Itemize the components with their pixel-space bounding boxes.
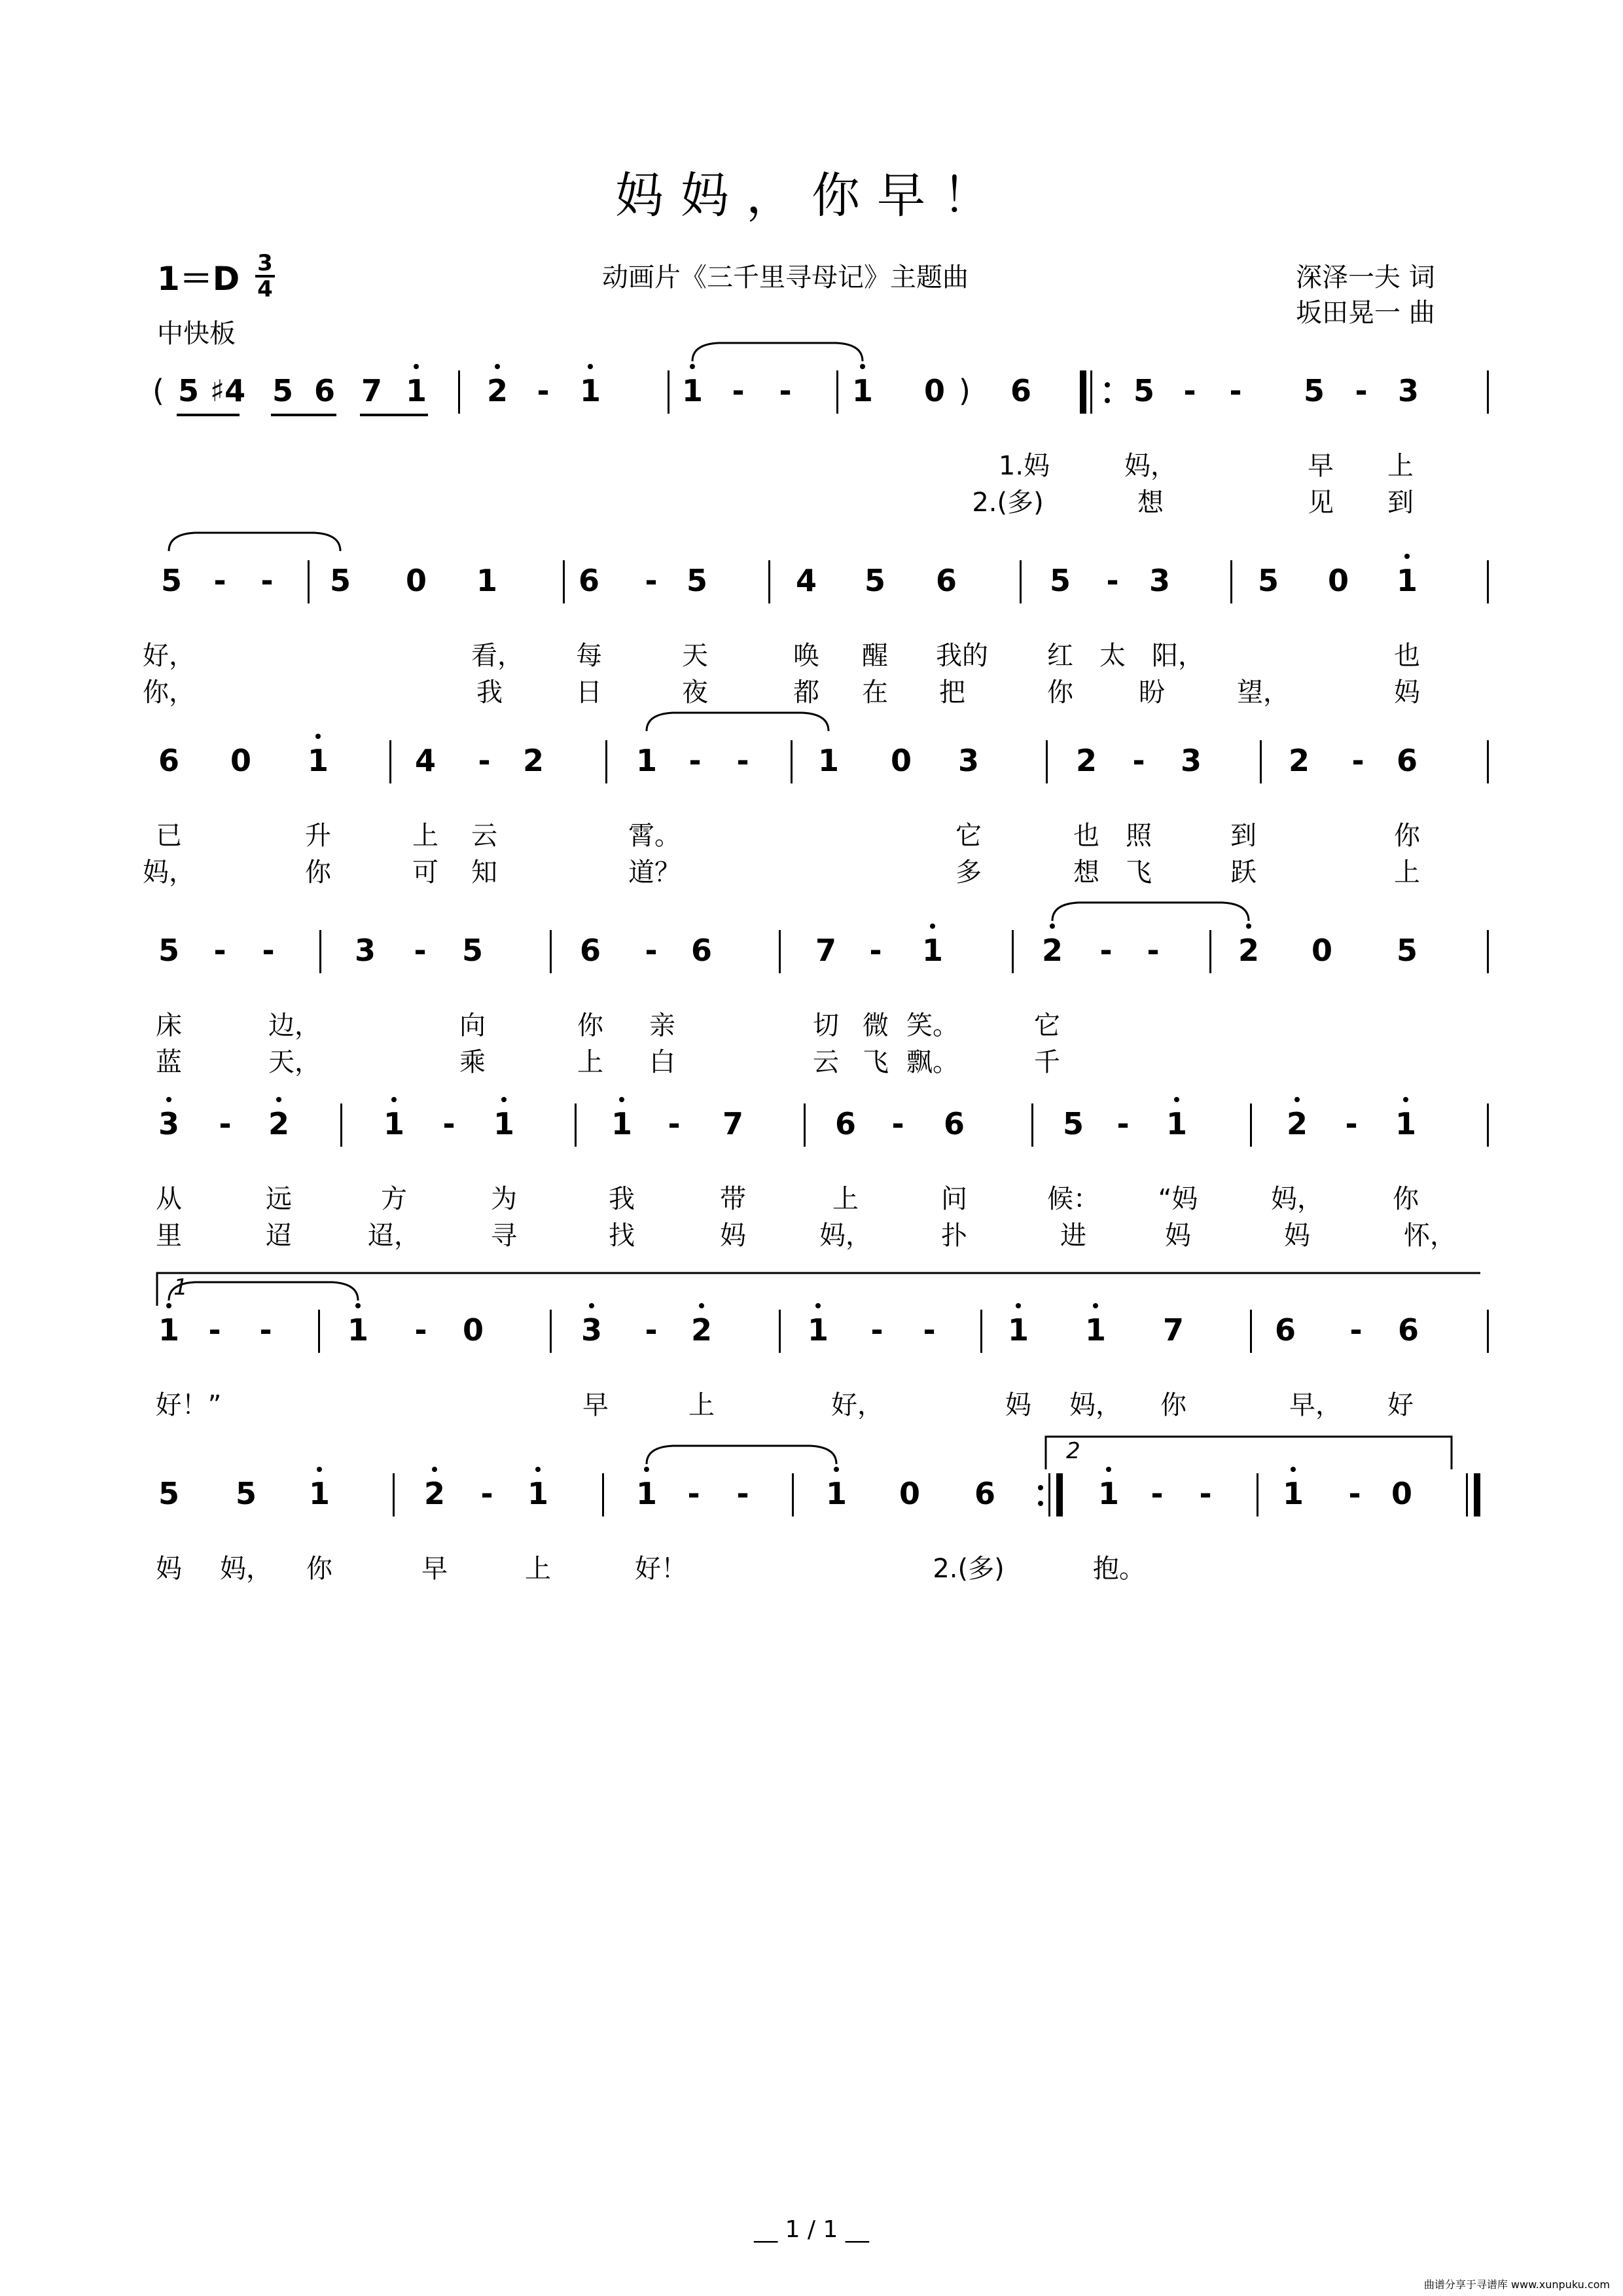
lyric-verse-2: 盼 [1139,677,1165,708]
slur [1052,903,1249,921]
dash-note: - [869,933,882,968]
note: 1 [635,743,658,778]
dash-note: - [736,743,749,778]
lyric-verse-2: 飞 [863,1047,889,1077]
dash-note: - [480,1476,493,1511]
note: 0 [899,1476,921,1511]
slur [169,1282,358,1300]
lyric-verse-2: 找 [609,1221,635,1251]
lyric-verse-2: 迢 [266,1221,292,1251]
lyric-verse-2: 乘 [459,1047,486,1077]
note: 6 [1397,1312,1419,1348]
note: 0 [462,1312,484,1348]
note: 7 [1162,1312,1185,1348]
lyric-verse-2: 想 [1137,488,1164,518]
lyric-verse-1: 好！” [155,1390,222,1420]
note: 5 [686,563,708,598]
lyric-verse-1: 上 [525,1554,551,1584]
note: 6 [313,373,336,408]
lyric-verse-1: 也 [1394,641,1420,671]
lyric-verse-2: 天， [268,1047,321,1077]
dash-note: - [262,933,275,968]
note: 2 [1288,743,1310,778]
lyric-verse-1: 床 [156,1011,182,1041]
tempo-marking: 中快板 [157,319,236,349]
song-title: 妈妈，你早！ [615,168,1008,224]
note: 5 [1396,933,1418,968]
note: 6 [690,933,713,968]
slur [647,713,829,731]
lyric-verse-1: 边， [268,1011,321,1041]
lyric-verse-2: 千 [1034,1047,1060,1077]
note: 0 [1327,563,1349,598]
lyric-verse-1: 红 [1047,641,1073,671]
slur [169,533,340,551]
note: 5 [1133,373,1155,408]
dash-note: - [687,1476,700,1511]
note: 2 [522,743,544,778]
lyric-verse-1: 我 [609,1184,635,1214]
dash-note: - [645,933,658,968]
dash-note: - [259,1312,272,1348]
lyric-verse-1: 亲 [649,1011,675,1041]
note: 2 [423,1476,446,1511]
note: 1 [347,1312,369,1348]
lyric-verse-1: 向 [459,1011,486,1041]
note: 3 [1149,563,1171,598]
lyric-verse-1: 1.妈 [998,451,1050,481]
lyric-verse-1: “妈 [1158,1184,1198,1214]
lyric-verse-1: 云 [471,821,497,851]
note: 1 [579,373,601,408]
note: 5 [1062,1106,1084,1141]
lyric-verse-2: 迢， [368,1221,420,1251]
note: 0 [1391,1476,1413,1511]
meter-denominator: 4 [257,276,273,302]
dash-note: - [1348,1476,1361,1511]
lyric-verse-1: 看， [471,641,524,671]
note: 1 [1084,1312,1107,1348]
dash-note: - [1116,1106,1130,1141]
lyric-verse-1: 妈 [156,1554,182,1584]
note: 1 [158,1312,180,1348]
note: 2 [268,1106,290,1141]
note: 6 [1010,373,1032,408]
lyric-verse-1: 也 [1073,821,1099,851]
lyric-verse-2: 道？ [628,857,681,888]
lyric-verse-1: 醒 [862,641,888,671]
note: 6 [158,743,180,778]
lyric-verse-2: 可 [412,857,438,888]
dash-note: - [260,563,274,598]
lyric-verse-1: 它 [1034,1011,1060,1041]
volta-bracket [1046,1437,1452,1469]
dash-note: - [537,373,550,408]
lyric-verse-2: 白 [649,1047,675,1077]
lyric-verse-2: 云 [813,1047,839,1077]
note: 3 [354,933,376,968]
lyric-verse-1: 妈， [1271,1184,1323,1214]
note: 5 [1049,563,1071,598]
lyric-verse-1: 抱。 [1093,1554,1145,1584]
lyric-verse-2: 在 [862,677,888,708]
dash-note: - [1099,933,1113,968]
slur [647,1446,836,1464]
lyric-verse-1: 上 [1387,451,1414,481]
lyric-verse-1: 问 [941,1184,967,1214]
note: 6 [935,563,957,598]
lyric-verse-1: 方 [381,1184,407,1214]
note: 5 [158,1476,180,1511]
lyric-verse-2: 怀， [1404,1221,1456,1251]
lyric-verse-1: 已 [156,821,182,851]
note: 6 [1396,743,1418,778]
note: 0 [1311,933,1333,968]
lyric-verse-2: 你 [1047,677,1073,708]
lyric-verse-2: 飞 [1126,857,1152,888]
lyric-verse-2: 妈 [720,1221,746,1251]
lyric-verse-1: 早 [582,1390,609,1420]
dash-note: - [1150,1476,1164,1511]
lyric-verse-1: 早 [1308,451,1334,481]
note: 1 [611,1106,633,1141]
note: 7 [815,933,837,968]
lyric-verse-2: 扑 [941,1221,967,1251]
note: 3 [957,743,980,778]
lyric-verse-2: 知 [471,857,497,888]
dash-note: - [688,743,702,778]
lyric-verse-2: 飘。 [906,1047,959,1077]
dash-note: - [208,1312,221,1348]
lyric-verse-1: 唤 [793,641,819,671]
lyric-verse-2: 妈 [1284,1221,1310,1251]
note: 5 [177,373,200,408]
note: 1 [308,1476,330,1511]
note: 5 [158,933,180,968]
lyric-verse-2: 日 [576,677,602,708]
key-signature: 1＝D [157,260,240,298]
dash-note: - [414,1312,427,1348]
lyric-verse-1: 好！ [635,1554,687,1584]
dash-note: - [478,743,491,778]
lyric-verse-1: 从 [156,1184,182,1214]
lyric-verse-1: 你 [577,1011,603,1041]
note: 6 [974,1476,996,1511]
note: 1 [635,1476,658,1511]
lyric-verse-2: 把 [939,677,965,708]
lyric-verse-1: 升 [305,821,331,851]
note: 5 [272,373,294,408]
dash-note: - [1229,373,1242,408]
bracket: ) [959,373,971,408]
dash-note: - [213,563,226,598]
lyric-verse-1: 远 [266,1184,292,1214]
dash-note: - [1355,373,1368,408]
note: 0 [890,743,912,778]
dash-note: - [1132,743,1145,778]
note: 1 [493,1106,515,1141]
dash-note: - [732,373,745,408]
dash-note: - [870,1312,883,1348]
note: 3 [1180,743,1202,778]
dash-note: - [414,933,427,968]
note: 1 [825,1476,847,1511]
lyric-verse-1: 上 [412,821,438,851]
lyric-verse-1: 2.(多) [933,1554,1005,1584]
lyric-verse-1: 你 [1160,1390,1186,1420]
note: 1 [476,563,498,598]
note: 6 [579,933,601,968]
note: 1 [807,1312,829,1348]
note: 0 [923,373,946,408]
dash-note: - [1183,373,1196,408]
lyric-verse-1: 我的 [936,641,988,671]
lyric-verse-2: 2.(多) [972,488,1044,518]
lyric-verse-2: 夜 [682,677,708,708]
note: 1 [383,1106,405,1141]
note: 2 [1238,933,1260,968]
lyric-verse-2: 见 [1308,488,1334,518]
slur [692,343,863,361]
lyric-verse-2: 进 [1060,1221,1086,1251]
lyric-verse-2: 上 [577,1047,603,1077]
note: 5 [160,563,183,598]
dash-note: - [1147,933,1160,968]
dash-note: - [213,933,226,968]
lyric-verse-1: 阳， [1152,641,1204,671]
note: 2 [690,1312,713,1348]
lyric-verse-1: 早， [1289,1390,1342,1420]
lyric-verse-2: 你 [305,857,331,888]
lyric-verse-1: 笑。 [906,1011,959,1041]
lyric-verse-2: 上 [1394,857,1420,888]
lyric-verse-1: 早 [421,1554,448,1584]
bracket: ( [152,373,164,408]
lyric-verse-1: 好， [143,641,195,671]
note: 5 [1257,563,1279,598]
lyric-verse-1: 每 [576,641,602,671]
lyric-verse-1: 好 [1387,1390,1414,1420]
lyric-verse-2: 妈 [1165,1221,1191,1251]
lyric-verse-2: 蓝 [156,1047,182,1077]
composer-credit: 坂田晃一 曲 [1296,298,1435,328]
lyricist-credit: 深泽一夫 词 [1296,262,1435,293]
meter-numerator: 3 [257,250,273,276]
note: 6 [578,563,600,598]
lyric-verse-2: 想 [1073,857,1099,888]
lyric-verse-2: 里 [156,1221,182,1251]
note: 7 [361,373,383,408]
lyric-verse-1: 到 [1230,821,1257,851]
lyric-verse-2: 到 [1387,488,1414,518]
lyric-verse-2: 妈 [1394,677,1420,708]
note: ♯4 [209,373,246,408]
lyric-verse-1: 上 [832,1184,859,1214]
lyric-verse-2: 寻 [491,1221,517,1251]
volta-bracket [157,1273,1480,1306]
dash-note: - [779,373,792,408]
note: 7 [722,1106,744,1141]
lyric-verse-1: 候： [1047,1184,1099,1214]
lyric-verse-2: 跃 [1230,857,1257,888]
note: 4 [795,563,817,598]
lyric-verse-1: 微 [863,1011,889,1041]
dash-note: - [668,1106,681,1141]
note: 1 [1007,1312,1029,1348]
lyric-verse-2: 你， [143,677,195,708]
lyric-verse-1: 照 [1126,821,1152,851]
dash-note: - [1106,563,1119,598]
dash-note: - [923,1312,936,1348]
note: 3 [1397,373,1419,408]
dash-note: - [219,1106,232,1141]
dash-note: - [1351,743,1364,778]
note: 6 [943,1106,965,1141]
lyric-verse-1: 你 [1394,821,1420,851]
note: 1 [527,1476,549,1511]
dash-note: - [442,1106,455,1141]
note: 2 [486,373,508,408]
note: 4 [414,743,437,778]
note: 2 [1286,1106,1308,1141]
note: 6 [1274,1312,1296,1348]
note: 3 [580,1312,603,1348]
note: 5 [329,563,351,598]
page-number: __ 1 / 1 __ [754,2216,869,2243]
dash-note: - [1349,1312,1363,1348]
lyric-verse-1: 妈， [220,1554,272,1584]
lyric-verse-1: 它 [955,821,982,851]
note: 0 [230,743,252,778]
note: 5 [235,1476,257,1511]
dash-note: - [645,1312,658,1348]
lyric-verse-1: 好， [831,1390,883,1420]
lyric-verse-2: 都 [793,677,819,708]
watermark: 曲谱分享于寻谱库 www.xunpuku.com [1423,2278,1610,2291]
dash-note: - [1345,1106,1358,1141]
lyric-verse-2: 妈， [819,1221,872,1251]
lyric-verse-1: 霄。 [628,821,681,851]
dash-note: - [736,1476,749,1511]
note: 0 [405,563,427,598]
lyric-verse-1: 你 [1393,1184,1419,1214]
lyric-verse-1: 上 [688,1390,715,1420]
note: 1 [1282,1476,1304,1511]
note: 1 [1097,1476,1120,1511]
lyric-verse-1: 为 [491,1184,517,1214]
subtitle: 动画片《三千里寻母记》主题曲 [602,262,969,293]
lyric-verse-1: 你 [306,1554,332,1584]
note: 1 [817,743,840,778]
note: 1 [1396,563,1418,598]
lyric-verse-1: 妈 [1005,1390,1031,1420]
lyric-verse-2: 我 [476,677,503,708]
note: 1 [1166,1106,1188,1141]
dash-note: - [1199,1476,1212,1511]
note: 5 [1303,373,1325,408]
note: 1 [1395,1106,1417,1141]
note: 1 [921,933,944,968]
lyric-verse-1: 带 [720,1184,746,1214]
lyric-verse-1: 太 [1099,641,1126,671]
note: 6 [834,1106,857,1141]
lyric-verse-1: 妈， [1124,451,1177,481]
lyric-verse-2: 望， [1237,677,1289,708]
note: 5 [461,933,484,968]
note: 1 [681,373,704,408]
lyric-verse-1: 天 [682,641,708,671]
volta-number: 1 [173,1274,188,1300]
lyric-verse-2: 妈， [143,857,195,888]
note: 3 [158,1106,180,1141]
dash-note: - [645,563,658,598]
note: 1 [307,743,329,778]
volta-number: 2 [1066,1438,1080,1464]
note: 1 [851,373,874,408]
lyric-verse-2: 多 [955,857,982,888]
dash-note: - [891,1106,904,1141]
note: 1 [405,373,427,408]
lyric-verse-1: 切 [813,1011,839,1041]
note: 5 [864,563,886,598]
lyric-verse-1: 妈， [1069,1390,1122,1420]
note: 2 [1075,743,1097,778]
note: 2 [1041,933,1063,968]
